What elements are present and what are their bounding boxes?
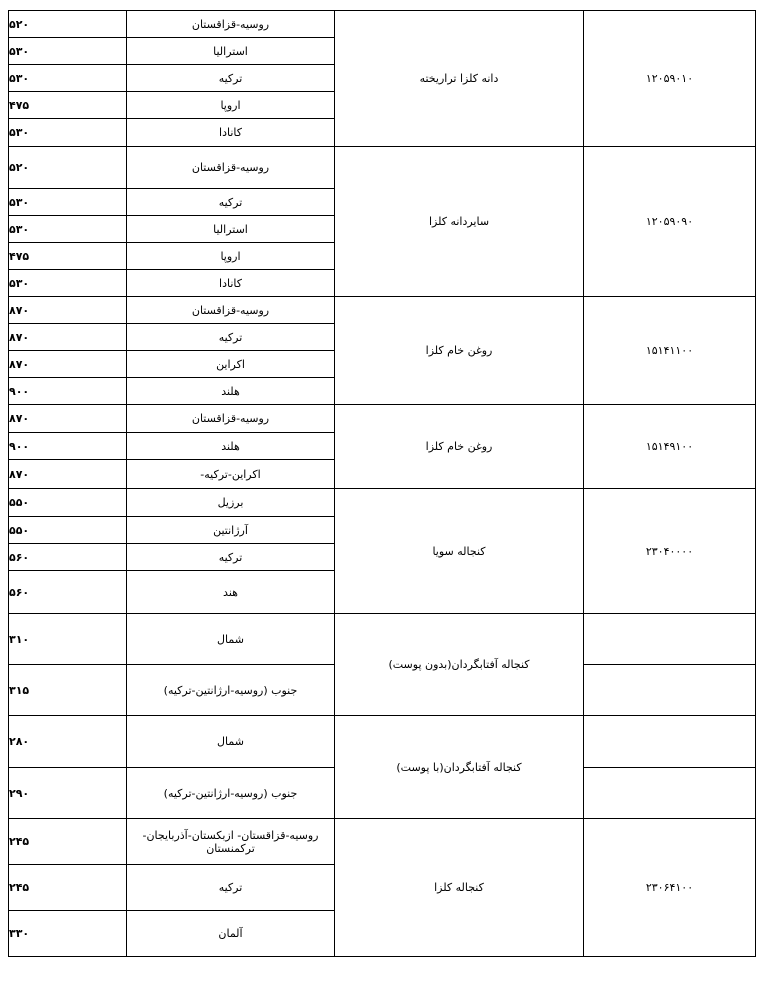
- origin-cell: ترکیه: [127, 65, 335, 92]
- product-cell: کنجاله آفتابگردان(بدون پوست): [335, 614, 584, 716]
- origin-cell: شمال: [127, 614, 335, 665]
- price-cell: ۹۰۰: [9, 433, 127, 460]
- price-cell: ۲۸۰: [9, 716, 127, 768]
- origin-cell: کانادا: [127, 270, 335, 297]
- price-cell: ۵۳۰: [9, 270, 127, 297]
- price-cell: ۵۶۰: [9, 571, 127, 614]
- origin-cell: روسیه-قزاقستان- ازبکستان-آذربایجان- ترکمنستان: [127, 819, 335, 865]
- product-cell: سایردانه کلزا: [335, 147, 584, 297]
- table-row: [9, 405, 756, 433]
- tariff-code-cell: ۲۳۰۴۰۰۰۰: [584, 489, 756, 614]
- origin-cell: هلند: [127, 378, 335, 405]
- product-cell: کنجاله آفتابگردان(با پوست): [335, 716, 584, 819]
- origin-cell: ترکیه: [127, 189, 335, 216]
- origin-cell: ترکیه: [127, 324, 335, 351]
- origin-cell: روسیه-قزاقستان: [127, 11, 335, 38]
- price-cell: ۹۰۰: [9, 378, 127, 405]
- table-row: [9, 489, 756, 517]
- tariff-code-cell: ۱۵۱۴۹۱۰۰: [584, 405, 756, 489]
- tariff-code-cell: ۱۲۰۵۹۰۱۰: [584, 11, 756, 147]
- price-cell: ۸۷۰: [9, 351, 127, 378]
- price-cell: ۵۳۰: [9, 216, 127, 243]
- origin-cell: ترکیه: [127, 865, 335, 911]
- tariff-code-cell: ۲۳۰۶۴۱۰۰: [584, 819, 756, 957]
- table-row: [9, 147, 756, 189]
- tariff-code-cell: [584, 614, 756, 665]
- price-cell: ۴۷۵: [9, 92, 127, 119]
- origin-cell: استرالیا: [127, 216, 335, 243]
- price-cell: ۵۳۰: [9, 119, 127, 147]
- table-row: [9, 819, 756, 865]
- price-cell: ۲۹۰: [9, 768, 127, 819]
- product-cell: روغن خام کلزا: [335, 297, 584, 405]
- price-cell: ۴۷۵: [9, 243, 127, 270]
- product-cell: کنجاله سویا: [335, 489, 584, 614]
- origin-cell: آرژانتین: [127, 517, 335, 544]
- price-cell: ۸۷۰: [9, 405, 127, 433]
- table-row: [9, 614, 756, 665]
- table-row: [9, 716, 756, 768]
- origin-cell: جنوب (روسیه-ارژانتین-ترکیه): [127, 665, 335, 716]
- price-cell: ۵۵۰: [9, 489, 127, 517]
- price-cell: ۸۷۰: [9, 460, 127, 489]
- tariff-price-table: [8, 10, 756, 957]
- table-row: [9, 11, 756, 38]
- table-row: [9, 297, 756, 324]
- origin-cell: روسیه-قزاقستان: [127, 405, 335, 433]
- product-cell: روغن خام کلزا: [335, 405, 584, 489]
- price-cell: ۵۵۰: [9, 517, 127, 544]
- product-cell: کنجاله کلزا: [335, 819, 584, 957]
- origin-cell: شمال: [127, 716, 335, 768]
- origin-cell: کانادا: [127, 119, 335, 147]
- price-cell: ۳۱۰: [9, 614, 127, 665]
- tariff-code-cell: ۱۲۰۵۹۰۹۰: [584, 147, 756, 297]
- price-cell: ۸۷۰: [9, 297, 127, 324]
- origin-cell: اکراین: [127, 351, 335, 378]
- price-cell: ۵۲۰: [9, 11, 127, 38]
- price-cell: ۳۳۰: [9, 911, 127, 957]
- origin-cell: جنوب (روسیه-ارژانتین-ترکیه): [127, 768, 335, 819]
- price-cell: ۵۳۰: [9, 38, 127, 65]
- price-cell: ۵۲۰: [9, 147, 127, 189]
- origin-cell: هلند: [127, 433, 335, 460]
- price-cell: ۵۳۰: [9, 65, 127, 92]
- tariff-code-cell: [584, 716, 756, 768]
- price-cell: ۲۴۵: [9, 865, 127, 911]
- origin-cell: اروپا: [127, 92, 335, 119]
- origin-cell: اروپا: [127, 243, 335, 270]
- origin-cell: ترکیه: [127, 544, 335, 571]
- origin-cell: اکراین-ترکیه-: [127, 460, 335, 489]
- origin-cell: روسیه-قزاقستان: [127, 147, 335, 189]
- tariff-code-cell: [584, 665, 756, 716]
- table-body: [9, 11, 756, 957]
- tariff-code-cell: ۱۵۱۴۱۱۰۰: [584, 297, 756, 405]
- origin-cell: روسیه-قزاقستان: [127, 297, 335, 324]
- price-cell: ۸۷۰: [9, 324, 127, 351]
- price-cell: ۲۴۵: [9, 819, 127, 865]
- price-cell: ۵۶۰: [9, 544, 127, 571]
- tariff-code-cell: [584, 768, 756, 819]
- product-cell: دانه کلزا تراریخته: [335, 11, 584, 147]
- origin-cell: استرالیا: [127, 38, 335, 65]
- price-cell: ۳۱۵: [9, 665, 127, 716]
- origin-cell: آلمان: [127, 911, 335, 957]
- origin-cell: برزیل: [127, 489, 335, 517]
- origin-cell: هند: [127, 571, 335, 614]
- price-cell: ۵۳۰: [9, 189, 127, 216]
